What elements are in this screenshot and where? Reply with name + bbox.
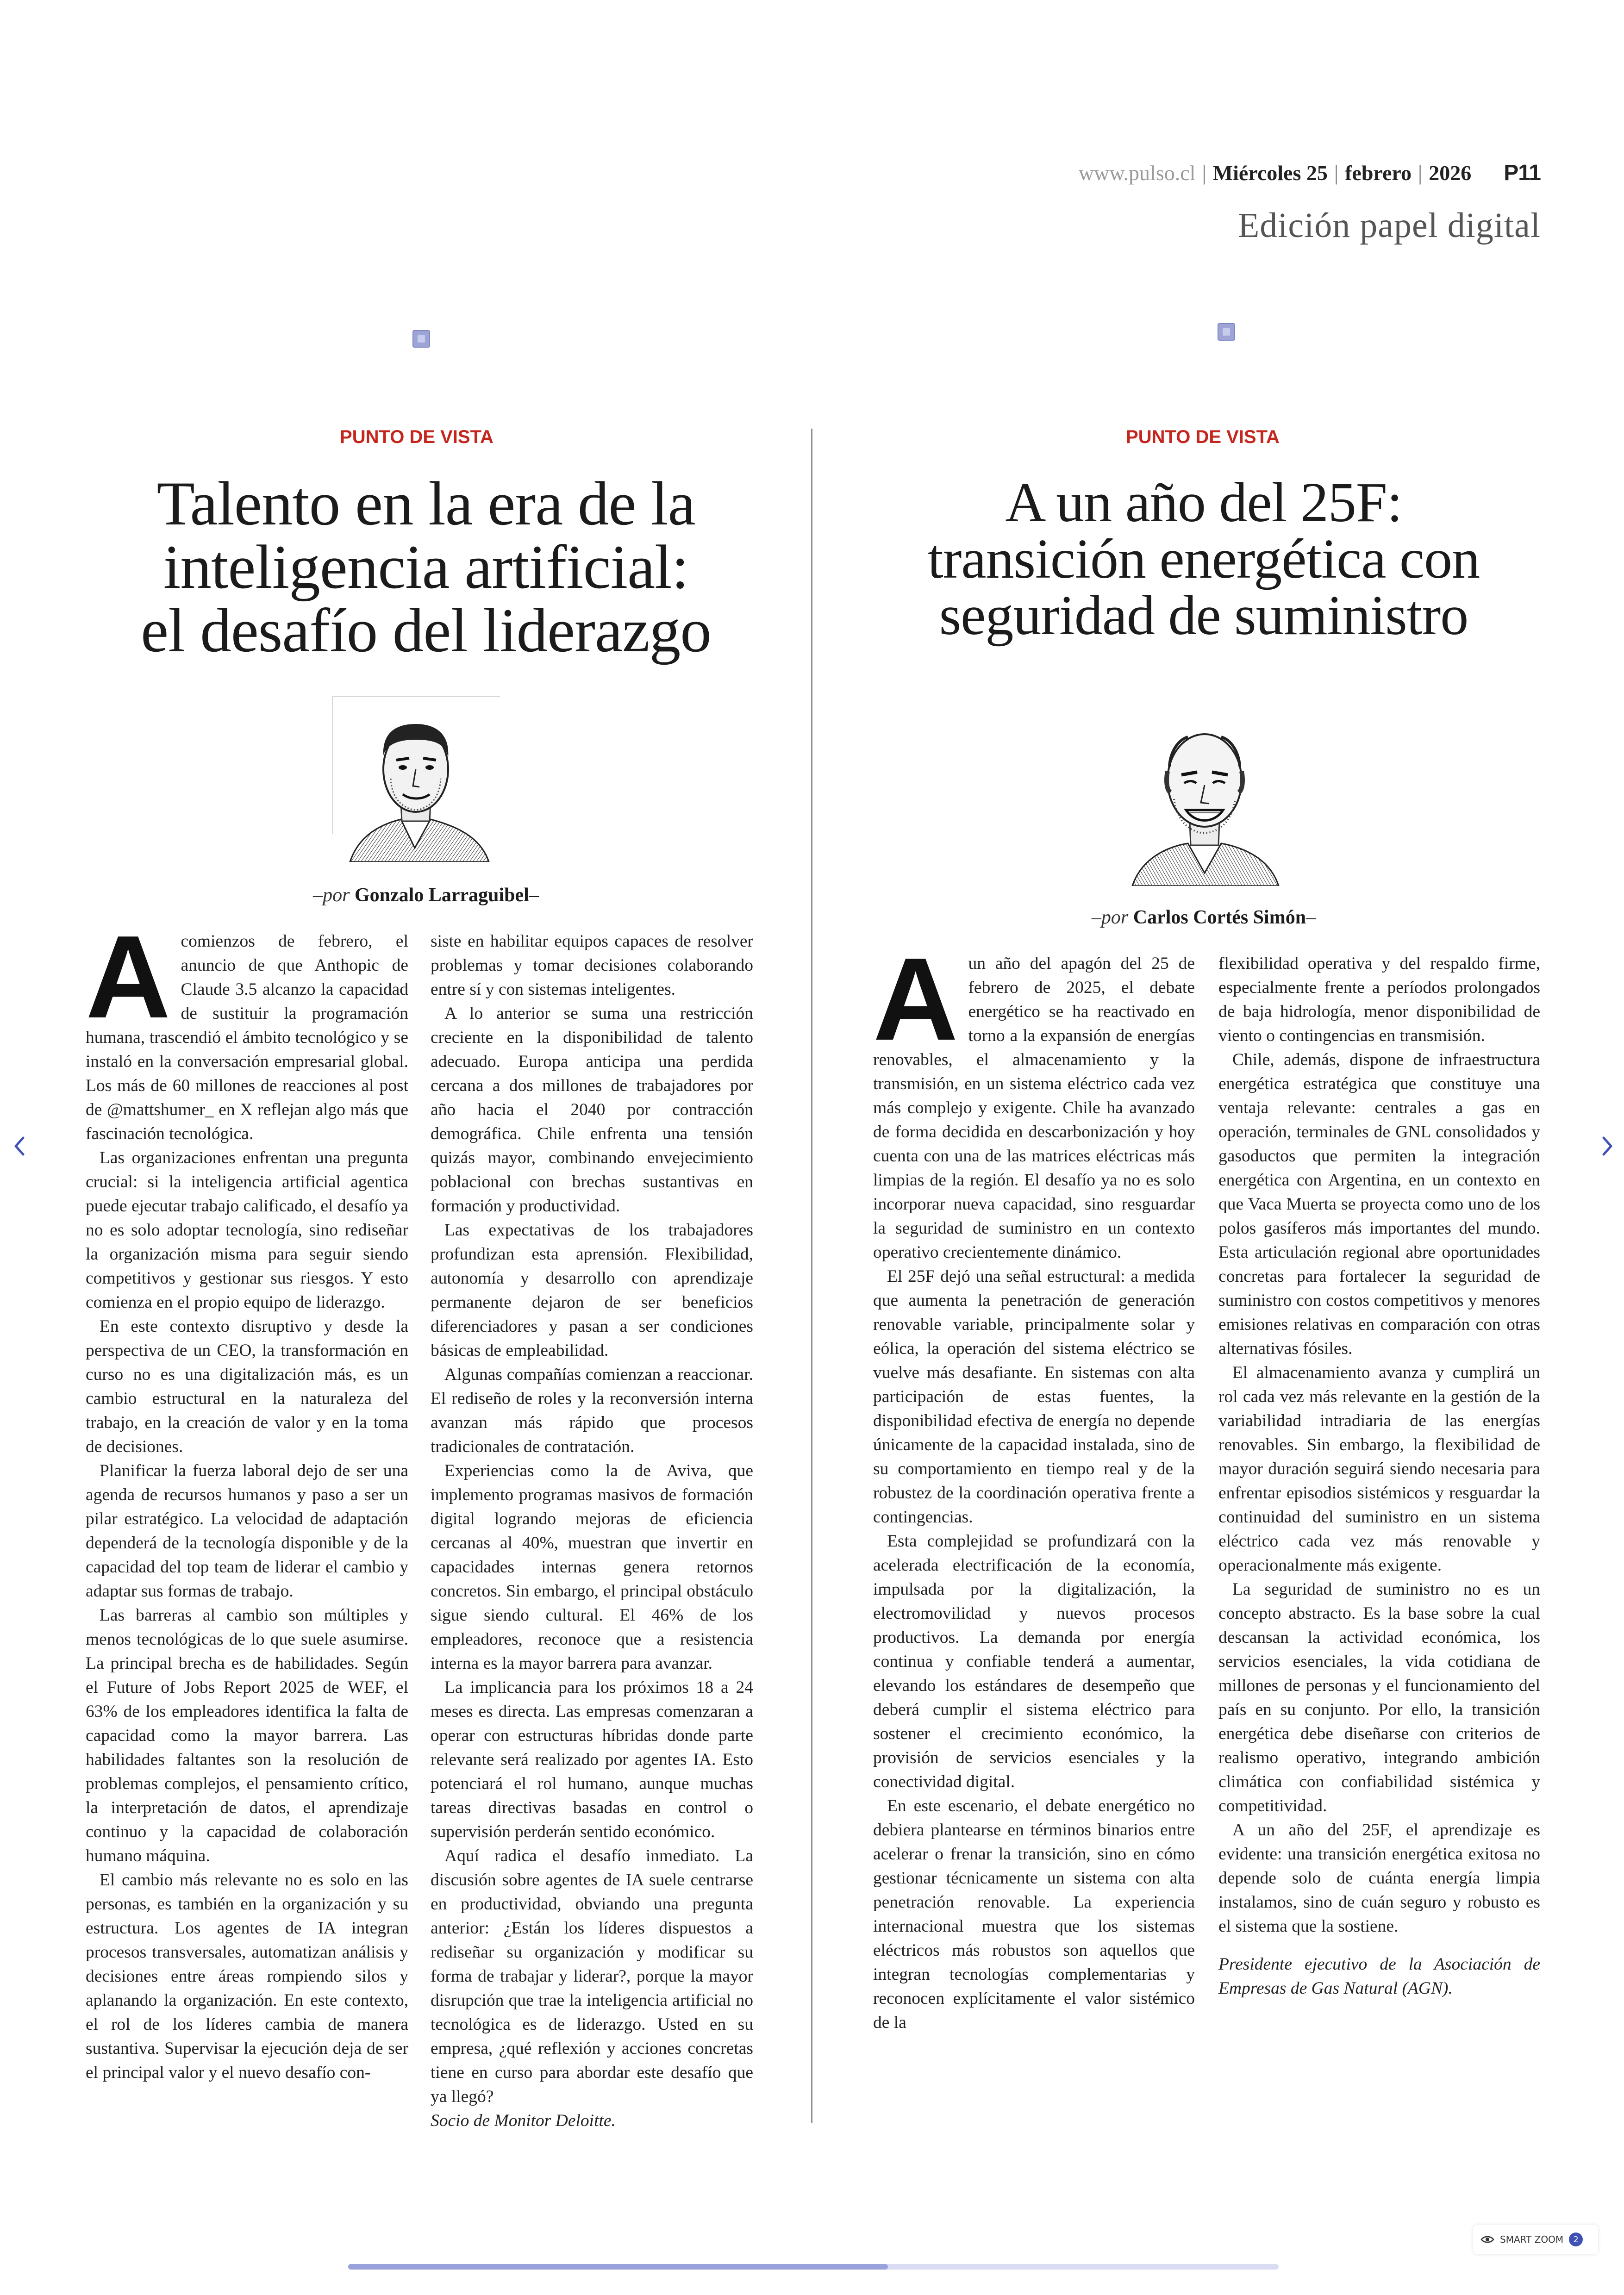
- article-hotspot-marker[interactable]: [1218, 323, 1235, 341]
- paragraph: El cambio más relevante no es solo en las personas, es también en la organización y su estructura. Los agentes de IA integran procesos transversales, automatizan análisis y decisiones entre áreas rompiendo silos y aplanando la organización. En este contexto, el rol de los líderes cambia de manera sustantiva. Supervisar la ejecución deja de ser el principal valor y el nuevo desafío con-: [86, 1871, 408, 2082]
- paragraph: Planificar la fuerza laboral dejo de ser una agenda de recursos humanos y paso a ser un pilar estratégico. La velocidad de adaptación dependerá de la tecnología disponible y de la capacidad del top team de liderar el cambio y adaptar sus formas de trabajo.: [86, 1461, 408, 1601]
- paragraph: Esta complejidad se profundizará con la acelerada electrificación de la economía, impulsada por la digitalización, la electromovilidad y nuevos procesos productivos. La demanda por energía continua y confiable tenderá a aumentar, elevando los estándares de desempeño que deberá cumplir el sistema eléctrico para sostener el crecimiento económico, la provisión de servicios esenciales y la conectividad digital.: [873, 1532, 1195, 1791]
- paragraph: Las expectativas de los trabajadores profundizan esta aprensión. Flexibilidad, autonomía y desarrollo con aprendizaje permanente dejaron de ser beneficios diferenciadores y pasan a ser condiciones básicas de empleabilidad.: [431, 1221, 753, 1360]
- author-credit: Socio de Monitor Deloitte.: [431, 2111, 616, 2130]
- article-body-column: [1218, 952, 1540, 2001]
- headline-line: inteligencia artificial:: [163, 533, 689, 602]
- section-label: PUNTO DE VISTA: [340, 427, 493, 447]
- byline-prefix: –por: [313, 885, 350, 906]
- paragraph: Algunas compañías comienzan a reaccionar. El rediseño de roles y la reconversión interna avanzan más rápido que procesos tradicionales de contratación.: [431, 1365, 753, 1456]
- section-label: PUNTO DE VISTA: [1126, 427, 1280, 447]
- headline-line: seguridad de suministro: [939, 584, 1468, 647]
- paragraph: La seguridad de suministro no es un concepto abstracto. Es la base sobre la cual descansan la actividad económica, los servicios esenciales, la vida cotidiana de millones de personas y el funcionamiento del país en su conjunto. Por ello, la transición energética debe diseñarse con criterios de realismo operativo, integrando ambición climática con confiabilidad sistémica y competitividad.: [1218, 1580, 1540, 1815]
- paragraph: A comienzos de febrero, el anuncio de que Anthopic de Claude 3.5 alcanzo la capacidad de sustituir la programación humana, trascendió el ámbito tecnológico y se instaló en la conversación empresarial global. Los más de 60 millones de reacciones al post de @mattshumer_ en X reflejan algo más que fascinación tecnológica.: [86, 911, 408, 1143]
- separator: |: [1418, 161, 1423, 185]
- site-url[interactable]: www.pulso.cl: [1078, 161, 1196, 185]
- drop-cap: A: [86, 911, 171, 1042]
- smart-zoom-badge: 2: [1569, 2233, 1583, 2246]
- author-name: Gonzalo Larraguibel: [355, 885, 529, 906]
- headline-line: A un año del 25F:: [1005, 471, 1402, 534]
- paragraph: siste en habilitar equipos capaces de resolver problemas y tomar decisiones colaborando entre sí y con sistemas inteligentes.: [431, 932, 753, 999]
- smart-zoom-button[interactable]: [1473, 2225, 1598, 2254]
- article-body-column: [873, 933, 1195, 2035]
- author-portrait: [331, 695, 501, 862]
- byline-prefix: –por: [1091, 907, 1129, 928]
- article-body-column: [431, 929, 753, 2133]
- paragraph: Las barreras al cambio son múltiples y menos tecnológicas de lo que suele asumirse. La principal brecha es de habilidades. Según el Future of Jobs Report 2025 de WEF, el 63% de los empleadores identifica la falta de capacidad como la mayor barrera. Las habilidades faltantes son la resolución de problemas complejos, el pensamiento crítico, la interpretación de datos, el aprendizaje continuo y la capacidad de colaboración humano máquina.: [86, 1606, 408, 1865]
- paragraph: El 25F dejó una señal estructural: a medida que aumenta la penetración de generación renovable variable, principalmente solar y eólica, la operación del sistema eléctrico se vuelve más desafiante. En sistemas con alta participación de estas fuentes, la disponibilidad efectiva de energía no depende únicamente de la capacidad instalada, sino de su comportamiento en tiempo real y de la robustez de la coordinación operativa frente a contingencias.: [873, 1267, 1195, 1527]
- separator: |: [1202, 161, 1206, 185]
- paragraph: A lo anterior se suma una restricción creciente en la disponibilidad de talento adecuado. Europa anticipa una perdida cercana a dos millones de trabajadores por año hacia el 2040 por contracción demográfica. Chile enfrenta una tensión quizás mayor, combinando envejecimiento poblacional con brechas sustantivas en formación y productividad.: [431, 1004, 753, 1216]
- edition-label: Edición papel digital: [1237, 206, 1541, 245]
- paragraph: A un año del 25F, el aprendizaje es evidente: una transición energética exitosa no depende solo de cuánta energía limpia instalamos, sino de cuán seguro y robusto es el sistema que la sostiene.: [1218, 1821, 1540, 1936]
- prev-page-icon[interactable]: [10, 1132, 29, 1160]
- date-month: febrero: [1345, 161, 1412, 185]
- page-number: P11: [1504, 161, 1541, 185]
- smart-zoom-label: SMART ZOOM: [1500, 2234, 1564, 2245]
- author-name: Carlos Cortés Simón: [1133, 907, 1306, 928]
- date-day: Miércoles 25: [1212, 161, 1328, 185]
- byline-suffix: –: [529, 885, 539, 906]
- date-year: 2026: [1429, 161, 1472, 185]
- eye-icon: [1480, 2235, 1494, 2244]
- article-headline: [60, 469, 792, 665]
- article-headline: [847, 471, 1560, 647]
- paragraph: Las organizaciones enfrentan una pregunta crucial: si la inteligencia artificial agentica puede ejecutar trabajo calificado, el desafío ya no es solo adoptar tecnología, sino rediseñar la organización misma para seguir siendo competitivos y gestionar sus riesgos. Y esto comienza en el propio equipo de liderazgo.: [86, 1148, 408, 1312]
- paragraph: flexibilidad operativa y del respaldo firme, especialmente frente a períodos prolongados de baja hidrología, menor disponibilidad de viento o contingencias en transmisión.: [1218, 954, 1540, 1045]
- page-progress-bar[interactable]: [348, 2264, 1279, 2270]
- headline-line: el desafío del liderazgo: [141, 596, 711, 665]
- headline-line: transición energética con: [927, 528, 1480, 590]
- drop-cap: A: [873, 933, 958, 1065]
- paragraph: En este escenario, el debate energético no debiera plantearse en términos binarios entre acelerar o frenar la transición, sino en cómo gestionar técnicamente un sistema con alta penetración renovable. La experiencia internacional muestra que los sistemas eléctricos más robustos son aquellos que integran tecnologías complementarias y reconocen explícitamente el valor sistémico de la: [873, 1796, 1195, 2032]
- headline-line: Talento en la era de la: [156, 469, 695, 538]
- next-page-icon[interactable]: [1598, 1132, 1617, 1160]
- byline: [241, 884, 611, 906]
- masthead: [1079, 160, 1541, 186]
- author-credit: Presidente ejecutivo de la Asociación de Empresas de Gas Natural (AGN).: [1218, 1955, 1540, 1998]
- author-portrait: [1118, 711, 1290, 886]
- column-divider: [811, 429, 812, 2123]
- paragraph: En este contexto disruptivo y desde la perspectiva de un CEO, la transformación en curso no es una digitalización más, es un cambio estructural en la naturaleza del trabajo, en la creación de valor y en la toma de decisiones.: [86, 1317, 408, 1456]
- paragraph: El almacenamiento avanza y cumplirá un rol cada vez más relevante en la gestión de la variabilidad intradiaria de las energías renovables. Sin embargo, la flexibilidad de mayor duración seguirá siendo necesaria para enfrentar episodios sistémicos y resguardar la continuidad del suministro en un sistema eléctrico cada vez más renovable y operacionalmente más exigente.: [1218, 1363, 1540, 1575]
- article-body-column: [86, 911, 408, 2085]
- paragraph: La implicancia para los próximos 18 a 24 meses es directa. Las empresas comenzaran a operar con estructuras híbridas donde parte relevante será realizado por agentes IA. Esto potenciará el rol humano, aunque muchas tareas directivas basadas en control o supervisión perderán sentido económico.: [431, 1678, 753, 1841]
- paragraph: Aquí radica el desafío inmediato. La discusión sobre agentes de IA suele centrarse en productividad, obviando una pregunta anterior: ¿Están los líderes dispuestos a rediseñar su organización y modificar su forma de trabajar y liderar?, porque la mayor disrupción que trae la inteligencia artificial no tecnológica es de liderazgo. Usted en su empresa, ¿qué reflexión y acciones concretas tiene en curso para abordar este desafío que ya llegó?: [431, 1846, 753, 2106]
- byline-suffix: –: [1306, 907, 1316, 928]
- paragraph: A un año del apagón del 25 de febrero de 2025, el debate energético se ha reactivado en torno a la expansión de energías renovables, el almacenamiento y la transmisión, en un sistema eléctrico cada vez más complejo y exigente. Chile ha avanzado de forma decidida en descarbonización y hoy cuenta con una de las matrices eléctricas más limpias de la región. El desafío ya no es solo incorporar nueva capacidad, sino resguardar la seguridad de suministro en un contexto operativo crecientemente dinámico.: [873, 933, 1195, 1262]
- page-progress-fill: [348, 2264, 888, 2270]
- byline: [1009, 906, 1398, 929]
- separator: |: [1334, 161, 1339, 185]
- paragraph: Chile, además, dispone de infraestructura energética estratégica que constituye una ventaja relevante: centrales a gas en operación, terminales de GNL consolidados y gasoductos que permiten la integración energética con Argentina, en un contexto en que Vaca Muerta se proyecta como uno de los polos gasíferos más importantes del mundo. Esta articulación regional abre oportunidades concretas para fortalecer la seguridad de suministro con costos competitivos y menores emisiones relativas en comparación con otras alternativas fósiles.: [1218, 1050, 1540, 1358]
- paragraph: Experiencias como la de Aviva, que implemento programas masivos de formación digital logrando mejoras de eficiencia cercanas al 40%, muestran que invertir en capacidades internas genera retornos concretos. Sin embargo, el principal obstáculo sigue siendo cultural. El 46% de los empleadores, reconoce que a resistencia interna es la mayor barrera para avanzar.: [431, 1461, 753, 1673]
- spacer: [1218, 1939, 1540, 1952]
- article-hotspot-marker[interactable]: [412, 330, 430, 348]
